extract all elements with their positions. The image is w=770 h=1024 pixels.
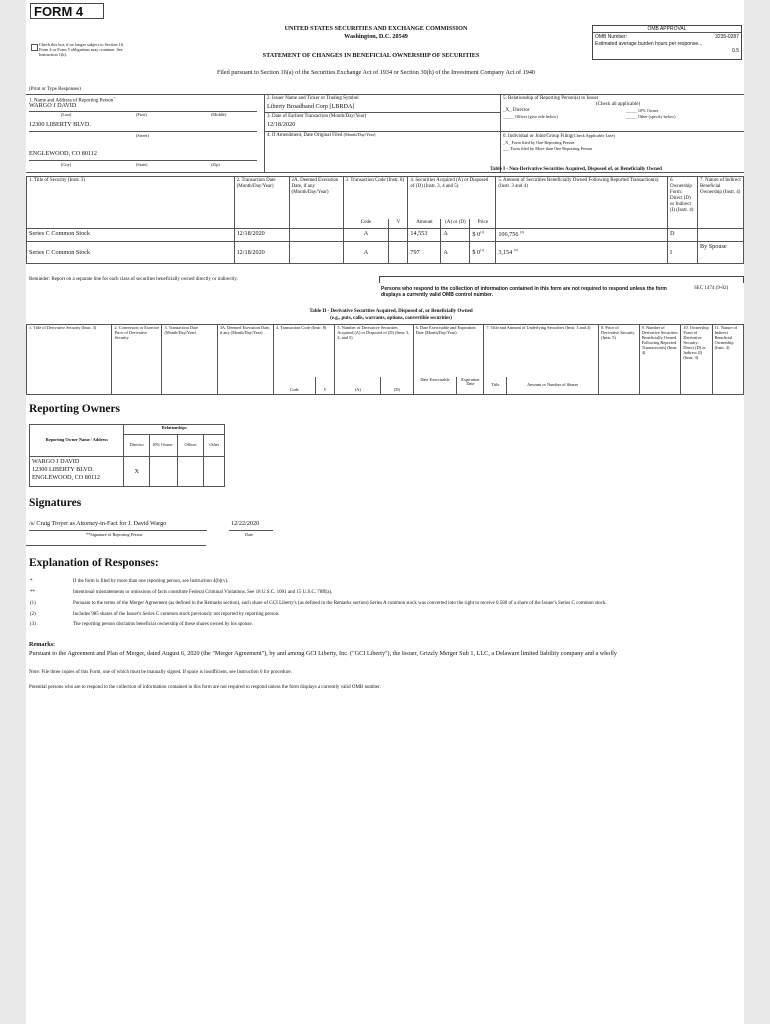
footnote-text: If the form is filed by more than one reporting person, see Instruction 4(b)(v). [73, 579, 229, 584]
footnote-link[interactable]: (1) [480, 248, 485, 253]
footnote-mark: (3) [30, 622, 36, 627]
row-amount: 14,553 [408, 229, 441, 242]
agency-city: Washington, D.C. 20549 [344, 33, 408, 40]
note-copies: Note: File three copies of this Form, one of which must be manually signed. If space is insufficient, see Instruction 6 for procedure. [29, 670, 292, 675]
row-code: A [343, 242, 389, 264]
officer-header: Officer [177, 435, 204, 457]
director-check: _X_ Director [503, 108, 530, 113]
omb-burden-label: Estimated average burden hours per response... [595, 41, 703, 47]
statement-title: STATEMENT OF CHANGES IN BENEFICIAL OWNERSHIP OF SECURITIES [262, 52, 480, 59]
row-date: 12/18/2020 [234, 242, 289, 264]
agency-name: UNITED STATES SECURITIES AND EXCHANGE COMMISSION [284, 25, 468, 32]
state-label: (State) [136, 162, 148, 167]
row-ad: A [441, 242, 470, 264]
box2-label: 2. Issuer Name and Ticker or Trading Symbol [267, 96, 359, 101]
multi-person-check: ___ Form filed by More than One Reporting Person [503, 146, 593, 151]
first-label: (First) [136, 112, 147, 117]
remarks-heading: Remarks: [29, 641, 56, 648]
row-title: Series C Common Stock [27, 242, 235, 264]
row-deemed [289, 242, 343, 264]
t1-sub-v: V [389, 219, 408, 229]
t2-col-conversion: 2. Conversion or Exercise Price of Derivative Security [112, 325, 162, 395]
t1-col-title: 1. Title of Security (Instr. 3) [27, 177, 235, 229]
t2-sub-d: (D) [381, 377, 413, 395]
table1-title: Table I - Non-Derivative Securities Acquired, Disposed of, or Beneficially Owned [490, 167, 662, 172]
t1-sub-code: Code [343, 219, 389, 229]
omb-number-label: OMB Number: [595, 34, 627, 40]
reporter-name: WARGO J DAVID [29, 102, 77, 109]
form-label: FORM 4 [34, 4, 84, 19]
table-row [27, 229, 744, 242]
note-persons: Potential persons who are to respond to the collection of information contained in this form are not required to respond unless the form displays a currently valid OMB number. [29, 685, 381, 690]
footnote-text: Includes 985 shares of the Issuer's Series C common stock previously not reported by reporting person. [73, 612, 280, 617]
t2-col-deemed: 3A. Deemed Execution Date, if any (Month/Day/Year) [217, 325, 273, 395]
t2-col-owned: 9. Number of Derivative Securities Beneficially Owned Following Reported Transaction(s) (Instr. 4) [639, 325, 681, 395]
signature-text: /s/ Craig Troyer as Attorney-in-Fact for J. David Wargo [29, 520, 167, 527]
box3-label: 3. Date of Earliest Transaction (Month/Day/Year) [267, 114, 367, 119]
date-label: Date [245, 532, 254, 537]
footnote-mark: ** [30, 590, 35, 595]
row-v [389, 229, 408, 242]
box4-label: 4. If Amendment, Date Original Filed (Month/Day/Year) [267, 132, 376, 138]
row-ad: A [441, 229, 470, 242]
footnote-link[interactable]: (3) [513, 248, 518, 253]
signatures-heading: Signatures [29, 497, 82, 509]
t2-sub-exercisable: Date Exercisable [413, 377, 457, 395]
t1-col-code: 3. Transaction Code (Instr. 8) [343, 177, 408, 219]
street-label: (Street) [136, 133, 149, 138]
middle-label: (Middle) [211, 112, 227, 117]
t2-col-exercisable: 6. Date Exercisable and Expiration Date (Month/Day/Year) [413, 325, 484, 377]
officer-check: _____ Officer (give title below) [503, 114, 558, 119]
ten-pct-header: 10% Owner [150, 435, 178, 457]
reporter-city: ENGLEWOOD, CO 80112 [29, 150, 97, 157]
table1 [26, 176, 744, 264]
t1-sub-price: Price [470, 219, 496, 229]
box6-label: 6. Individual or Joint/Group Filing(Check Applicable Line) [503, 133, 615, 139]
reporting-owners-table [29, 424, 225, 487]
filed-pursuant: Filed pursuant to Section 16(a) of the Securities Exchange Act of 1934 or Section 30(h) of the Investment Company Act of 1940 [216, 69, 536, 76]
row-amount: 797 [408, 242, 441, 264]
t2-sub-v: V [315, 377, 335, 395]
t1-col-nature: 7. Nature of Indirect Beneficial Ownership (Instr. 4) [697, 177, 743, 229]
footnote-text: Pursuant to the terms of the Merger Agreement (as defined in the Remarks section), each share of GCI Liberty's (as defined in the Remarks section) Series A common stock was converted into the right to receive 0.580 of a share of the Issuer's Series C common stock. [73, 601, 607, 606]
last-label: (Last) [61, 112, 72, 117]
reminder-text: Reminder: Report on a separate line for each class of securities beneficially owned directly or indirectly. [29, 277, 238, 282]
t2-col-number: 5. Number of Derivative Securities Acquired (A) or Disposed of (D) (Instr. 3, 4, and 5) [335, 325, 413, 377]
footnote-mark: * [30, 579, 33, 584]
table-row [27, 242, 744, 264]
omb-title: OMB APPROVAL [593, 26, 741, 33]
relationships-header: Relationships [124, 425, 225, 435]
footnote-text: The reporting person disclaims beneficial ownership of these shares owned by his spouse. [73, 622, 253, 627]
row-nature [697, 229, 743, 242]
t2-col-price: 8. Price of Derivative Security (Instr. 5) [599, 325, 640, 395]
t2-col-nature: 11. Nature of Indirect Beneficial Ownership (Instr. 4) [712, 325, 743, 395]
row-form: I [667, 242, 697, 264]
box5-sub: (Check all applicable) [596, 102, 641, 107]
t2-col-underlying: 7. Title and Amount of Underlying Securities (Instr. 3 and 4) [484, 325, 599, 377]
zip-label: (Zip) [211, 162, 220, 167]
city-label: (City) [61, 162, 72, 167]
row-price: $ 0$^{(1)}$ [470, 229, 496, 242]
table-row [30, 457, 225, 487]
row-date: 12/18/2020 [234, 229, 289, 242]
earliest-date: 12/18/2020 [267, 121, 296, 128]
table2-subtitle: (e.g., puts, calls, warrants, options, convertible securities) [330, 316, 452, 321]
box1-label: 1. Name and Address of Reporting Person* [29, 96, 116, 104]
table2-title: Table II - Derivative Securities Acquired, Disposed of, or Beneficially Owned [309, 309, 473, 314]
other-header: Other [204, 435, 225, 457]
print-type: (Print or Type Responses) [29, 87, 81, 92]
t1-sub-ad: (A) or (D) [441, 219, 470, 229]
row-price: $ 0$^{(1)}$ [470, 242, 496, 264]
box5-label: 5. Relationship of Reporting Person(s) to Issuer [503, 96, 599, 101]
t2-col-code: 4. Transaction Code (Instr. 8) [273, 325, 334, 377]
persons-notice: Persons who respond to the collection of information contained in this form are not required to respond unless the form displays a currently valid OMB control number. [381, 286, 667, 298]
row-owned: 3,154 $^{(3)}$ [496, 242, 668, 264]
no-longer-subject-checkbox[interactable] [31, 44, 38, 51]
signature-label: **Signature of Reporting Person [86, 532, 143, 537]
t2-sub-code: Code [273, 377, 315, 395]
footnote-mark: (1) [30, 601, 36, 606]
reporting-owners-heading: Reporting Owners [29, 403, 121, 415]
row-nature: By Spouse [697, 242, 743, 264]
other-check: _____ Other (specify below) [626, 114, 676, 119]
row-form: D [667, 229, 697, 242]
notice-rule [379, 276, 744, 283]
footnote-mark: (2) [30, 612, 36, 617]
t2-col-date: 3. Transaction Date (Month/Day/Year) [162, 325, 217, 395]
owner-address: WARGO J DAVID 12300 LIBERTY BLVD. ENGLEWOOD, CO 80112 [30, 457, 124, 487]
footnote-link[interactable]: (2) [519, 230, 525, 234]
reporter-street: 12300 LIBERTY BLVD. [29, 121, 91, 128]
omb-number: 3235-0287 [715, 34, 739, 40]
row-deemed [289, 229, 343, 242]
one-person-check: _X_ Form filed by One Reporting Person [503, 140, 575, 145]
ten-pct-check: _____ 10% Owner [626, 108, 659, 113]
form-page [26, 0, 744, 1024]
sec-code: SEC 1474 (9-02) [694, 286, 729, 291]
t1-col-deemed: 2A. Deemed Execution Date, if any (Month/Day/Year) [289, 177, 343, 229]
row-v [389, 242, 408, 264]
t1-col-date: 2. Transaction Date (Month/Day/Year) [234, 177, 289, 229]
t2-sub-amount: Amount or Number of Shares [507, 377, 599, 395]
t1-col-owned: 5. Amount of Securities Beneficially Owned Following Reported Transaction(s) (Instr. 3 and 4) [496, 177, 668, 229]
omb-burden: 0.5 [732, 48, 739, 54]
t2-col-form: 10. Ownership Form of Derivative Security: Direct (D) or Indirect (I) (Instr. 4) [681, 325, 712, 395]
row-title: Series C Common Stock [27, 229, 235, 242]
footnote-text: Intentional misstatements or omissions of facts constitute Federal Criminal Violations. See 18 U.S.C. 1001 and 15 U.S.C. 78ff(a). [73, 590, 333, 595]
t1-col-acquired: 4. Securities Acquired (A) or Disposed of (D) (Instr. 3, 4 and 5) [408, 177, 496, 219]
remarks-text: Pursuant to the Agreement and Plan of Merger, dated August 6, 2020 (the "Merger Agreement"), by and among GCI Liberty, Inc. ("GCI Liberty"), the Issuer, Grizzly Merger Sub 1, LLC, a Delaware limited liability company and a wholly [29, 650, 617, 657]
owner-name-header: Reporting Owner Name / Address [30, 425, 124, 457]
t2-sub-title: Title [484, 377, 507, 395]
signature-date: 12/22/2020 [231, 520, 260, 527]
t1-col-form: 6. Ownership Form: Direct (D) or Indirect (I) (Instr. 4) [667, 177, 697, 229]
check-box-text: Check this box if no longer subject to Section 16. Form 4 or Form 5 obligations may continue. See Instruction 1(b). [39, 42, 124, 57]
issuer-name: Liberty Broadband Corp [LBRDA] [267, 103, 355, 110]
t2-sub-a: (A) [335, 377, 381, 395]
t1-sub-amount: Amount [408, 219, 441, 229]
footnote-link[interactable]: (1) [480, 230, 485, 234]
omb-approval-box [592, 25, 742, 60]
explanation-heading: Explanation of Responses: [29, 557, 159, 569]
t2-col-title: 1. Title of Derivative Security (Instr. 3) [27, 325, 112, 395]
t2-sub-expiration: Expiration Date [457, 377, 484, 395]
row-code: A [343, 229, 389, 242]
director-header: Director [124, 435, 150, 457]
director-mark: X [124, 457, 150, 487]
row-owned: 106,756 $^{(2)}$ [496, 229, 668, 242]
table2 [26, 324, 744, 395]
form-label-box [30, 3, 104, 19]
